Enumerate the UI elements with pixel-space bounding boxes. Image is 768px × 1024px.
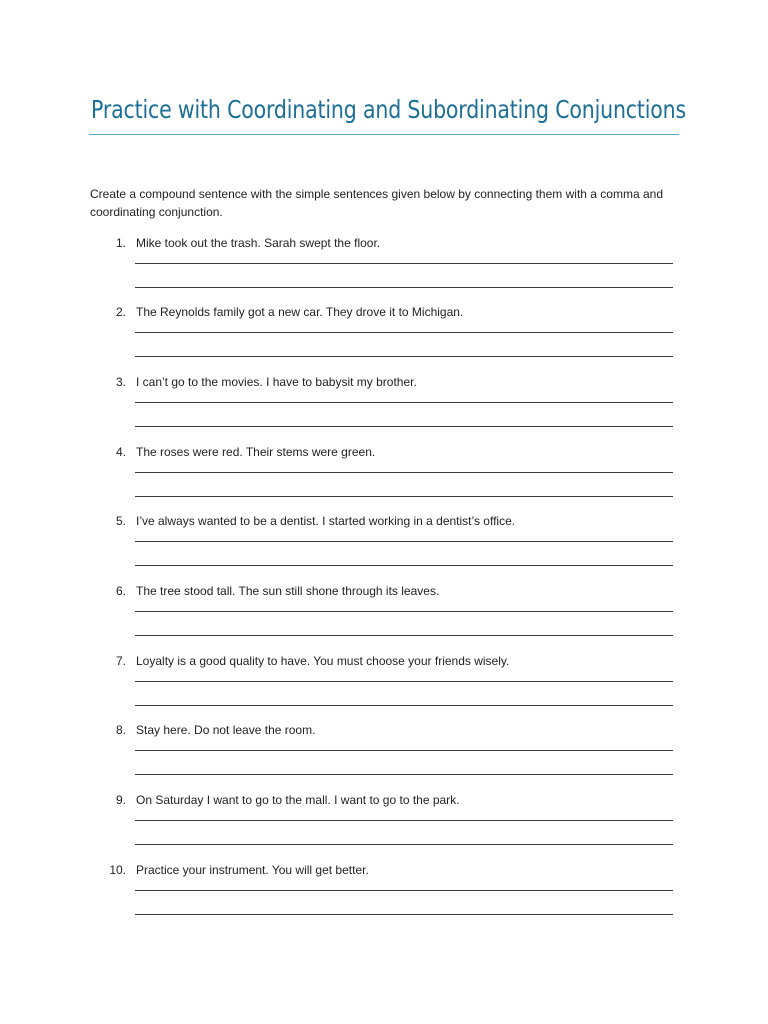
answer-line[interactable]	[135, 402, 673, 403]
exercise-item-10	[0, 862, 768, 930]
answer-line[interactable]	[135, 332, 673, 333]
instructions-paragraph: Create a compound sentence with the simple sentences given below by connecting them with a comma and coordinating conjunction.	[90, 187, 663, 219]
item-number: 7.	[115, 654, 126, 668]
item-number: 6.	[115, 584, 126, 598]
answer-line[interactable]	[135, 635, 673, 636]
item-number: 1.	[115, 236, 126, 250]
title-underline	[89, 134, 679, 135]
exercise-item-8	[0, 722, 768, 790]
page-title: Practice with Coordinating and Subordinating Conjunctions	[91, 95, 687, 124]
item-prompt: I can’t go to the movies. I have to babysit my brother.	[136, 375, 417, 389]
item-number: 8.	[115, 723, 126, 737]
answer-line[interactable]	[135, 356, 673, 357]
answer-line[interactable]	[135, 681, 673, 682]
answer-line[interactable]	[135, 496, 673, 497]
answer-line[interactable]	[135, 472, 673, 473]
answer-line[interactable]	[135, 774, 673, 775]
item-prompt: I’ve always wanted to be a dentist. I started working in a dentist’s office.	[136, 514, 516, 528]
item-prompt: Loyalty is a good quality to have. You must choose your friends wisely.	[136, 654, 510, 668]
item-prompt: Stay here. Do not leave the room.	[136, 723, 316, 737]
exercise-item-9	[0, 792, 768, 860]
answer-line[interactable]	[135, 890, 673, 891]
item-number: 5.	[115, 514, 126, 528]
answer-line[interactable]	[135, 820, 673, 821]
answer-line[interactable]	[135, 705, 673, 706]
answer-line[interactable]	[135, 263, 673, 264]
exercise-item-4	[0, 444, 768, 512]
answer-line[interactable]	[135, 914, 673, 915]
answer-line[interactable]	[135, 844, 673, 845]
item-prompt: On Saturday I want to go to the mall. I want to go to the park.	[136, 793, 460, 807]
exercise-item-7	[0, 653, 768, 721]
item-prompt: The tree stood tall. The sun still shone through its leaves.	[136, 584, 440, 598]
item-prompt: The Reynolds family got a new car. They drove it to Michigan.	[136, 305, 464, 319]
exercise-item-5	[0, 513, 768, 581]
answer-line[interactable]	[135, 426, 673, 427]
item-prompt: Practice your instrument. You will get better.	[136, 863, 369, 877]
item-number: 2.	[115, 305, 126, 319]
exercise-item-1	[0, 235, 768, 303]
item-prompt: Mike took out the trash. Sarah swept the floor.	[136, 236, 381, 250]
answer-line[interactable]	[135, 611, 673, 612]
answer-line[interactable]	[135, 565, 673, 566]
exercise-item-6	[0, 583, 768, 651]
item-number: 10.	[109, 863, 126, 877]
exercise-item-3	[0, 374, 768, 442]
exercise-item-2	[0, 304, 768, 372]
item-number: 3.	[115, 375, 126, 389]
answer-line[interactable]	[135, 750, 673, 751]
answer-line[interactable]	[135, 287, 673, 288]
item-number: 9.	[115, 793, 126, 807]
item-prompt: The roses were red. Their stems were green.	[136, 445, 376, 459]
item-number: 4.	[115, 445, 126, 459]
answer-line[interactable]	[135, 541, 673, 542]
